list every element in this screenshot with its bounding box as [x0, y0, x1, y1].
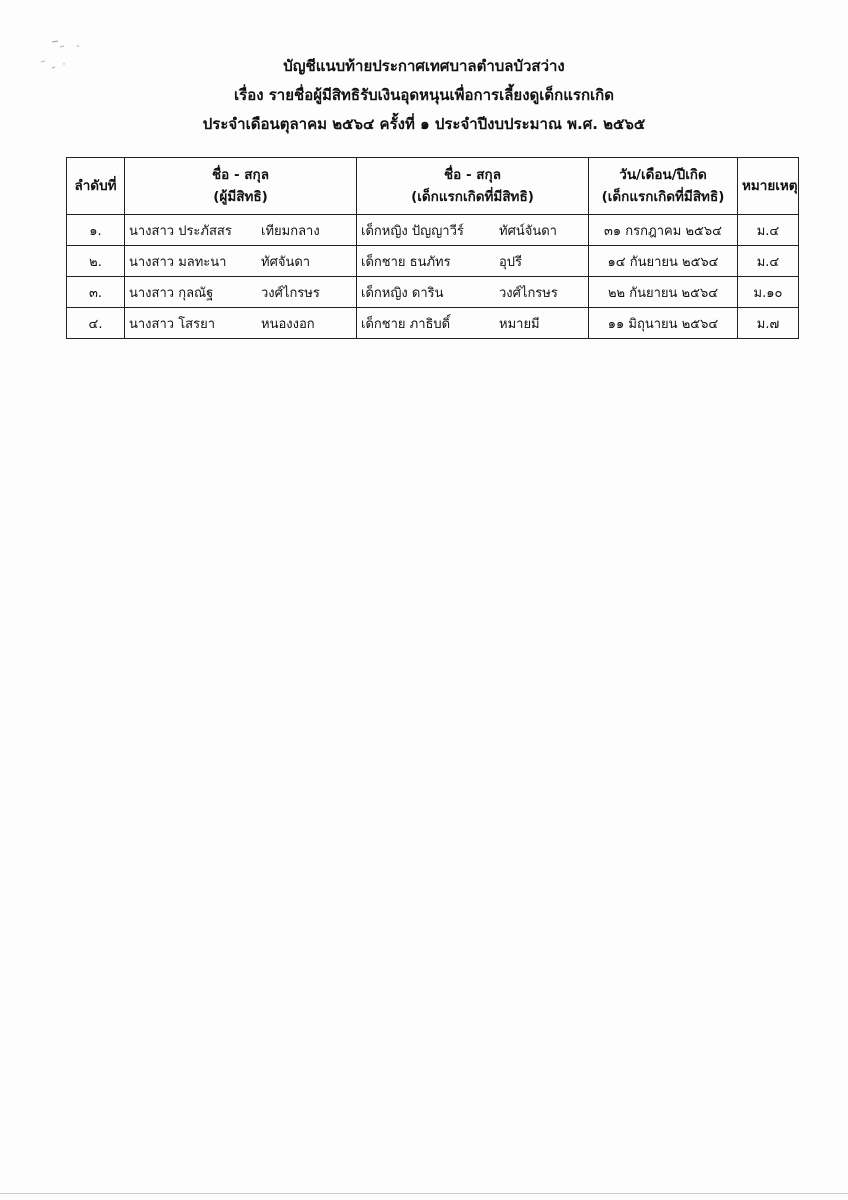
recipient-last-name: หนองงอก	[261, 316, 315, 332]
beneficiary-table	[66, 157, 799, 339]
row-number: ๒.	[67, 246, 125, 277]
recipient-last-name: เทียมกลาง	[261, 223, 320, 239]
column-header-child	[357, 158, 589, 215]
note-cell: ม.๔	[738, 215, 799, 246]
row-number: ๔.	[67, 308, 125, 339]
recipient-name-cell	[125, 277, 357, 308]
recipient-first-name: นางสาว กุลณัฐ	[129, 285, 214, 301]
child-last-name: ทัศน์จันดา	[499, 223, 557, 239]
column-header-birthdate	[589, 158, 738, 215]
row-number: ๓.	[67, 277, 125, 308]
column-header-note: หมายเหตุ	[738, 158, 799, 215]
note-cell: ม.๑๐	[738, 277, 799, 308]
recipient-name-cell	[125, 308, 357, 339]
column-header-child-subtitle: (เด็กแรกเกิดที่มีสิทธิ)	[411, 189, 534, 205]
table-row	[67, 277, 799, 308]
child-name-cell	[357, 246, 589, 277]
recipient-first-name: นางสาว โสรยา	[129, 316, 216, 332]
column-header-birthdate-title: วัน/เดือน/ปีเกิด	[619, 167, 707, 183]
column-header-recipient	[125, 158, 357, 215]
child-first-name: เด็กชาย ภาธิบดิ์	[361, 316, 451, 332]
table-row	[67, 246, 799, 277]
table-row	[67, 308, 799, 339]
column-header-no: ลำดับที่	[67, 158, 125, 215]
child-first-name: เด็กชาย ธนภัทร	[361, 254, 451, 270]
child-last-name: วงศ์ไกรษร	[499, 285, 558, 301]
beneficiary-table-container	[66, 157, 798, 339]
child-last-name: หมายมี	[499, 316, 540, 332]
child-name-cell	[357, 215, 589, 246]
header-title: บัญชีแนบท้ายประกาศเทศบาลตำบลบัวสว่าง	[283, 57, 565, 75]
recipient-first-name: นางสาว ประภัสสร	[129, 223, 232, 239]
child-name-cell	[357, 277, 589, 308]
column-header-birthdate-subtitle: (เด็กแรกเกิดที่มีสิทธิ)	[601, 189, 725, 205]
recipient-last-name: วงศ์ไกรษร	[261, 285, 320, 301]
document-header	[0, 52, 848, 139]
table-header-row	[67, 158, 799, 215]
recipient-name-cell	[125, 215, 357, 246]
recipient-name-cell	[125, 246, 357, 277]
child-name-cell	[357, 308, 589, 339]
table-row	[67, 215, 799, 246]
header-subject: เรื่อง รายชื่อผู้มีสิทธิรับเงินอุดหนุนเพื่อการเลี้ยงดูเด็กแรกเกิด	[234, 86, 614, 104]
column-header-child-title: ชื่อ - สกุล	[444, 167, 501, 183]
birthdate-cell: ๒๒ กันยายน ๒๕๖๔	[589, 277, 738, 308]
header-period: ประจำเดือนตุลาคม ๒๕๖๔ ครั้งที่ ๑ ประจำปีงบประมาณ พ.ศ. ๒๕๖๕	[202, 115, 646, 133]
recipient-first-name: นางสาว มลทะนา	[129, 254, 227, 270]
birthdate-cell: ๑๔ กันยายน ๒๕๖๔	[589, 246, 738, 277]
birthdate-cell: ๓๑ กรกฎาคม ๒๕๖๔	[589, 215, 738, 246]
child-first-name: เด็กหญิง ปัญญาวีร์	[361, 223, 464, 239]
row-number: ๑.	[67, 215, 125, 246]
column-header-recipient-subtitle: (ผู้มีสิทธิ)	[213, 189, 268, 205]
page-bottom-edge	[0, 1193, 848, 1194]
column-header-recipient-title: ชื่อ - สกุล	[212, 167, 269, 183]
recipient-last-name: ทัศจันดา	[261, 254, 311, 270]
child-last-name: อุปรี	[499, 254, 523, 270]
note-cell: ม.๔	[738, 246, 799, 277]
birthdate-cell: ๑๑ มิถุนายน ๒๕๖๔	[589, 308, 738, 339]
child-first-name: เด็กหญิง ดาริน	[361, 285, 444, 301]
note-cell: ม.๗	[738, 308, 799, 339]
